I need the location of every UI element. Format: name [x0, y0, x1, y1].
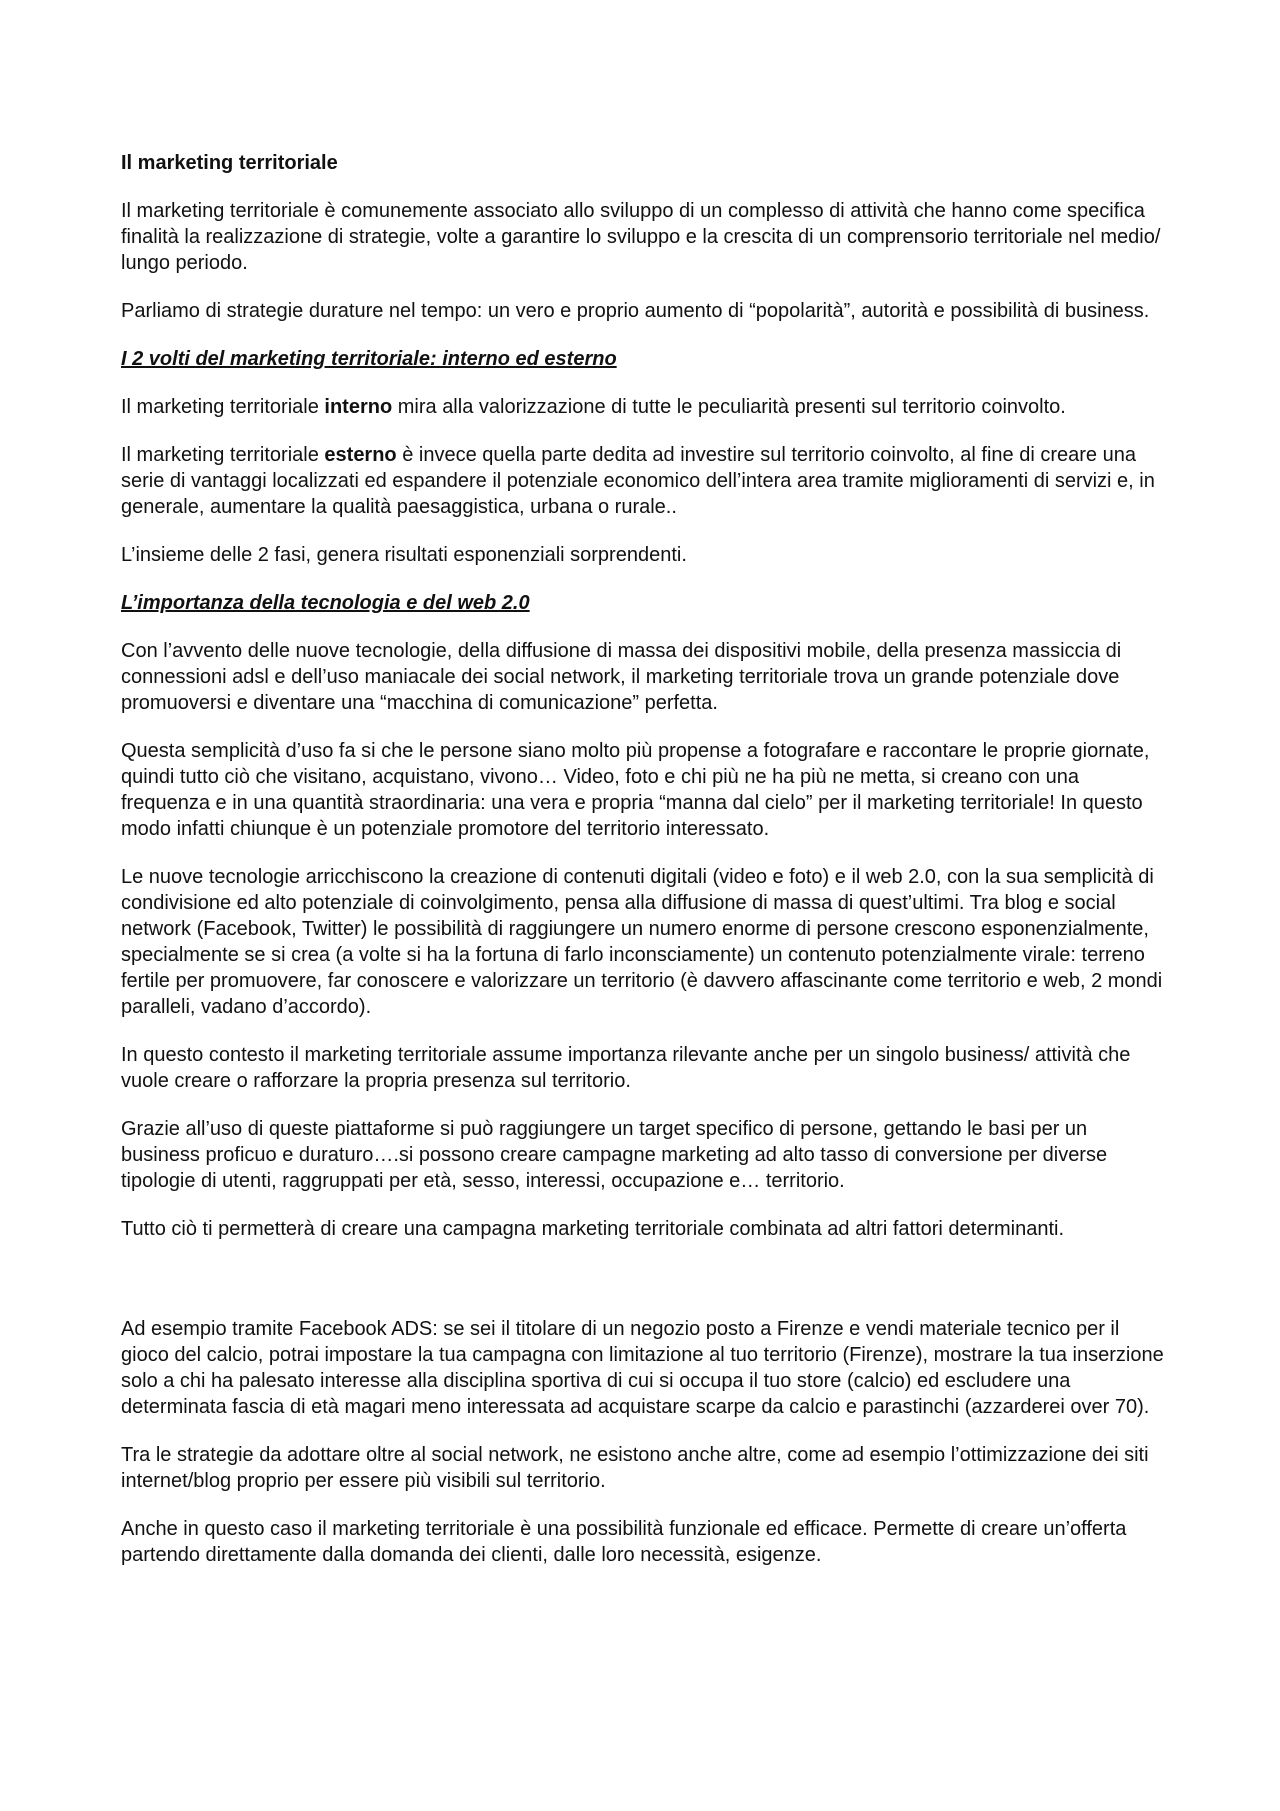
paragraph-web-20: Le nuove tecnologie arricchiscono la creazione di contenuti digitali (video e foto) e il web 2.0, con la sua semplicità di condivisione ed alto potenziale di coinvolgimento, pensa alla diffusione di massa di quest’ultimi. Tra blog e social network (Facebook, Twitter) le possibilità di raggiungere un numero enorme di persone crescono esponenzialmente, specialmente se si crea (a volte si ha la fortuna di farlo inconsciamente) un contenuto potenzialmente virale: terreno fertile per promuovere, far conoscere e valorizzare un territorio (è davvero affascinante come territorio e web, 2 mondi paralleli, vadano d’accordo). [121, 866, 1163, 1018]
bold-term-internal: interno [324, 396, 393, 418]
text-run: è invece quella parte dedita ad investire sul territorio coinvolto, al fine di creare una serie di vantaggi localizzati ed espandere il potenziale economico dell’intera area tramite miglioramenti di servizi e, in generale, aumentare la qualità paesaggistica, urbana o rurale.. [121, 444, 1155, 518]
section-heading-two-faces: I 2 volti del marketing territoriale: interno ed esterno [121, 348, 617, 370]
text-run: Il marketing territoriale [121, 396, 325, 418]
paragraph-new-technologies: Con l’avvento delle nuove tecnologie, della diffusione di massa dei dispositivi mobile, della presenza massiccia di connessioni adsl e dell’uso maniacale dei social network, il marketing territoriale trova un grande potenziale dove promuoversi e diventare una “macchina di comunicazione” perfetta. [121, 640, 1122, 714]
paragraph-external [121, 442, 1171, 520]
paragraph-other-strategies: Tra le strategie da adottare oltre al social network, ne esistono anche altre, come ad esempio l’ottimizzazione dei siti internet/blog proprio per essere più visibili sul territorio. [121, 1444, 1149, 1492]
paragraph-conclusion: Anche in questo caso il marketing territoriale è una possibilità funzionale ed efficace. Permette di creare un’offerta partendo direttamente dalla domanda dei clienti, dalle loro necessità, esigenze. [121, 1518, 1127, 1566]
document-title: Il marketing territoriale [121, 152, 338, 174]
paragraph-internal [121, 394, 1171, 420]
text-run: Il marketing territoriale [121, 444, 325, 466]
document-page [121, 150, 1171, 1590]
paragraph-strategies: Parliamo di strategie durature nel tempo: un vero e proprio aumento di “popolarità”, autorità e possibilità di business. [121, 300, 1150, 322]
bold-term-external: esterno [324, 444, 397, 466]
paragraph-platforms: Grazie all’uso di queste piattaforme si può raggiungere un target specifico di persone, gettando le basi per un business proficuo e duraturo….si possono creare campagne marketing ad alto tasso di conversione per diverse tipologie di utenti, raggruppati per età, sesso, interessi, occupazione e… territorio. [121, 1118, 1108, 1192]
paragraph-context: In questo contesto il marketing territoriale assume importanza rilevante anche per un singolo business/ attività che vuole creare o rafforzare la propria presenza sul territorio. [121, 1044, 1131, 1092]
text-run: mira alla valorizzazione di tutte le peculiarità presenti sul territorio coinvolto. [392, 396, 1066, 418]
paragraph-ease-of-use: Questa semplicità d’uso fa si che le persone siano molto più propense a fotografare e raccontare le proprie giornate, quindi tutto ciò che visitano, acquistano, vivono… Video, foto e chi più ne ha più ne metta, si creano con una frequenza e in una quantità straordinaria: una vera e propria “manna dal cielo” per il marketing territoriale! In questo modo infatti chiunque è un potenziale promotore del territorio interessato. [121, 740, 1150, 840]
paragraph-facebook-example: Ad esempio tramite Facebook ADS: se sei il titolare di un negozio posto a Firenze e vendi materiale tecnico per il gioco del calcio, potrai impostare la tua campagna con limitazione al tuo territorio (Firenze), mostrare la tua inserzione solo a chi ha palesato interesse alla disciplina sportiva di cui si occupa il tuo store (calcio) ed escludere una determinata fascia di età magari meno interessata ad acquistare scarpe da calcio e parastinchi (azzarderei over 70). [121, 1318, 1164, 1418]
paragraph-campaign: Tutto ciò ti permetterà di creare una campagna marketing territoriale combinata ad altri fattori determinanti. [121, 1218, 1065, 1240]
paragraph-intro: Il marketing territoriale è comunemente associato allo sviluppo di un complesso di attività che hanno come specifica finalità la realizzazione di strategie, volte a garantire lo sviluppo e la crescita di un comprensorio territoriale nel medio/ lungo periodo. [121, 200, 1161, 274]
paragraph-two-phases: L’insieme delle 2 fasi, genera risultati esponenziali sorprendenti. [121, 544, 687, 566]
blank-line [121, 1264, 1171, 1316]
section-heading-technology: L’importanza della tecnologia e del web 2.0 [121, 592, 530, 614]
